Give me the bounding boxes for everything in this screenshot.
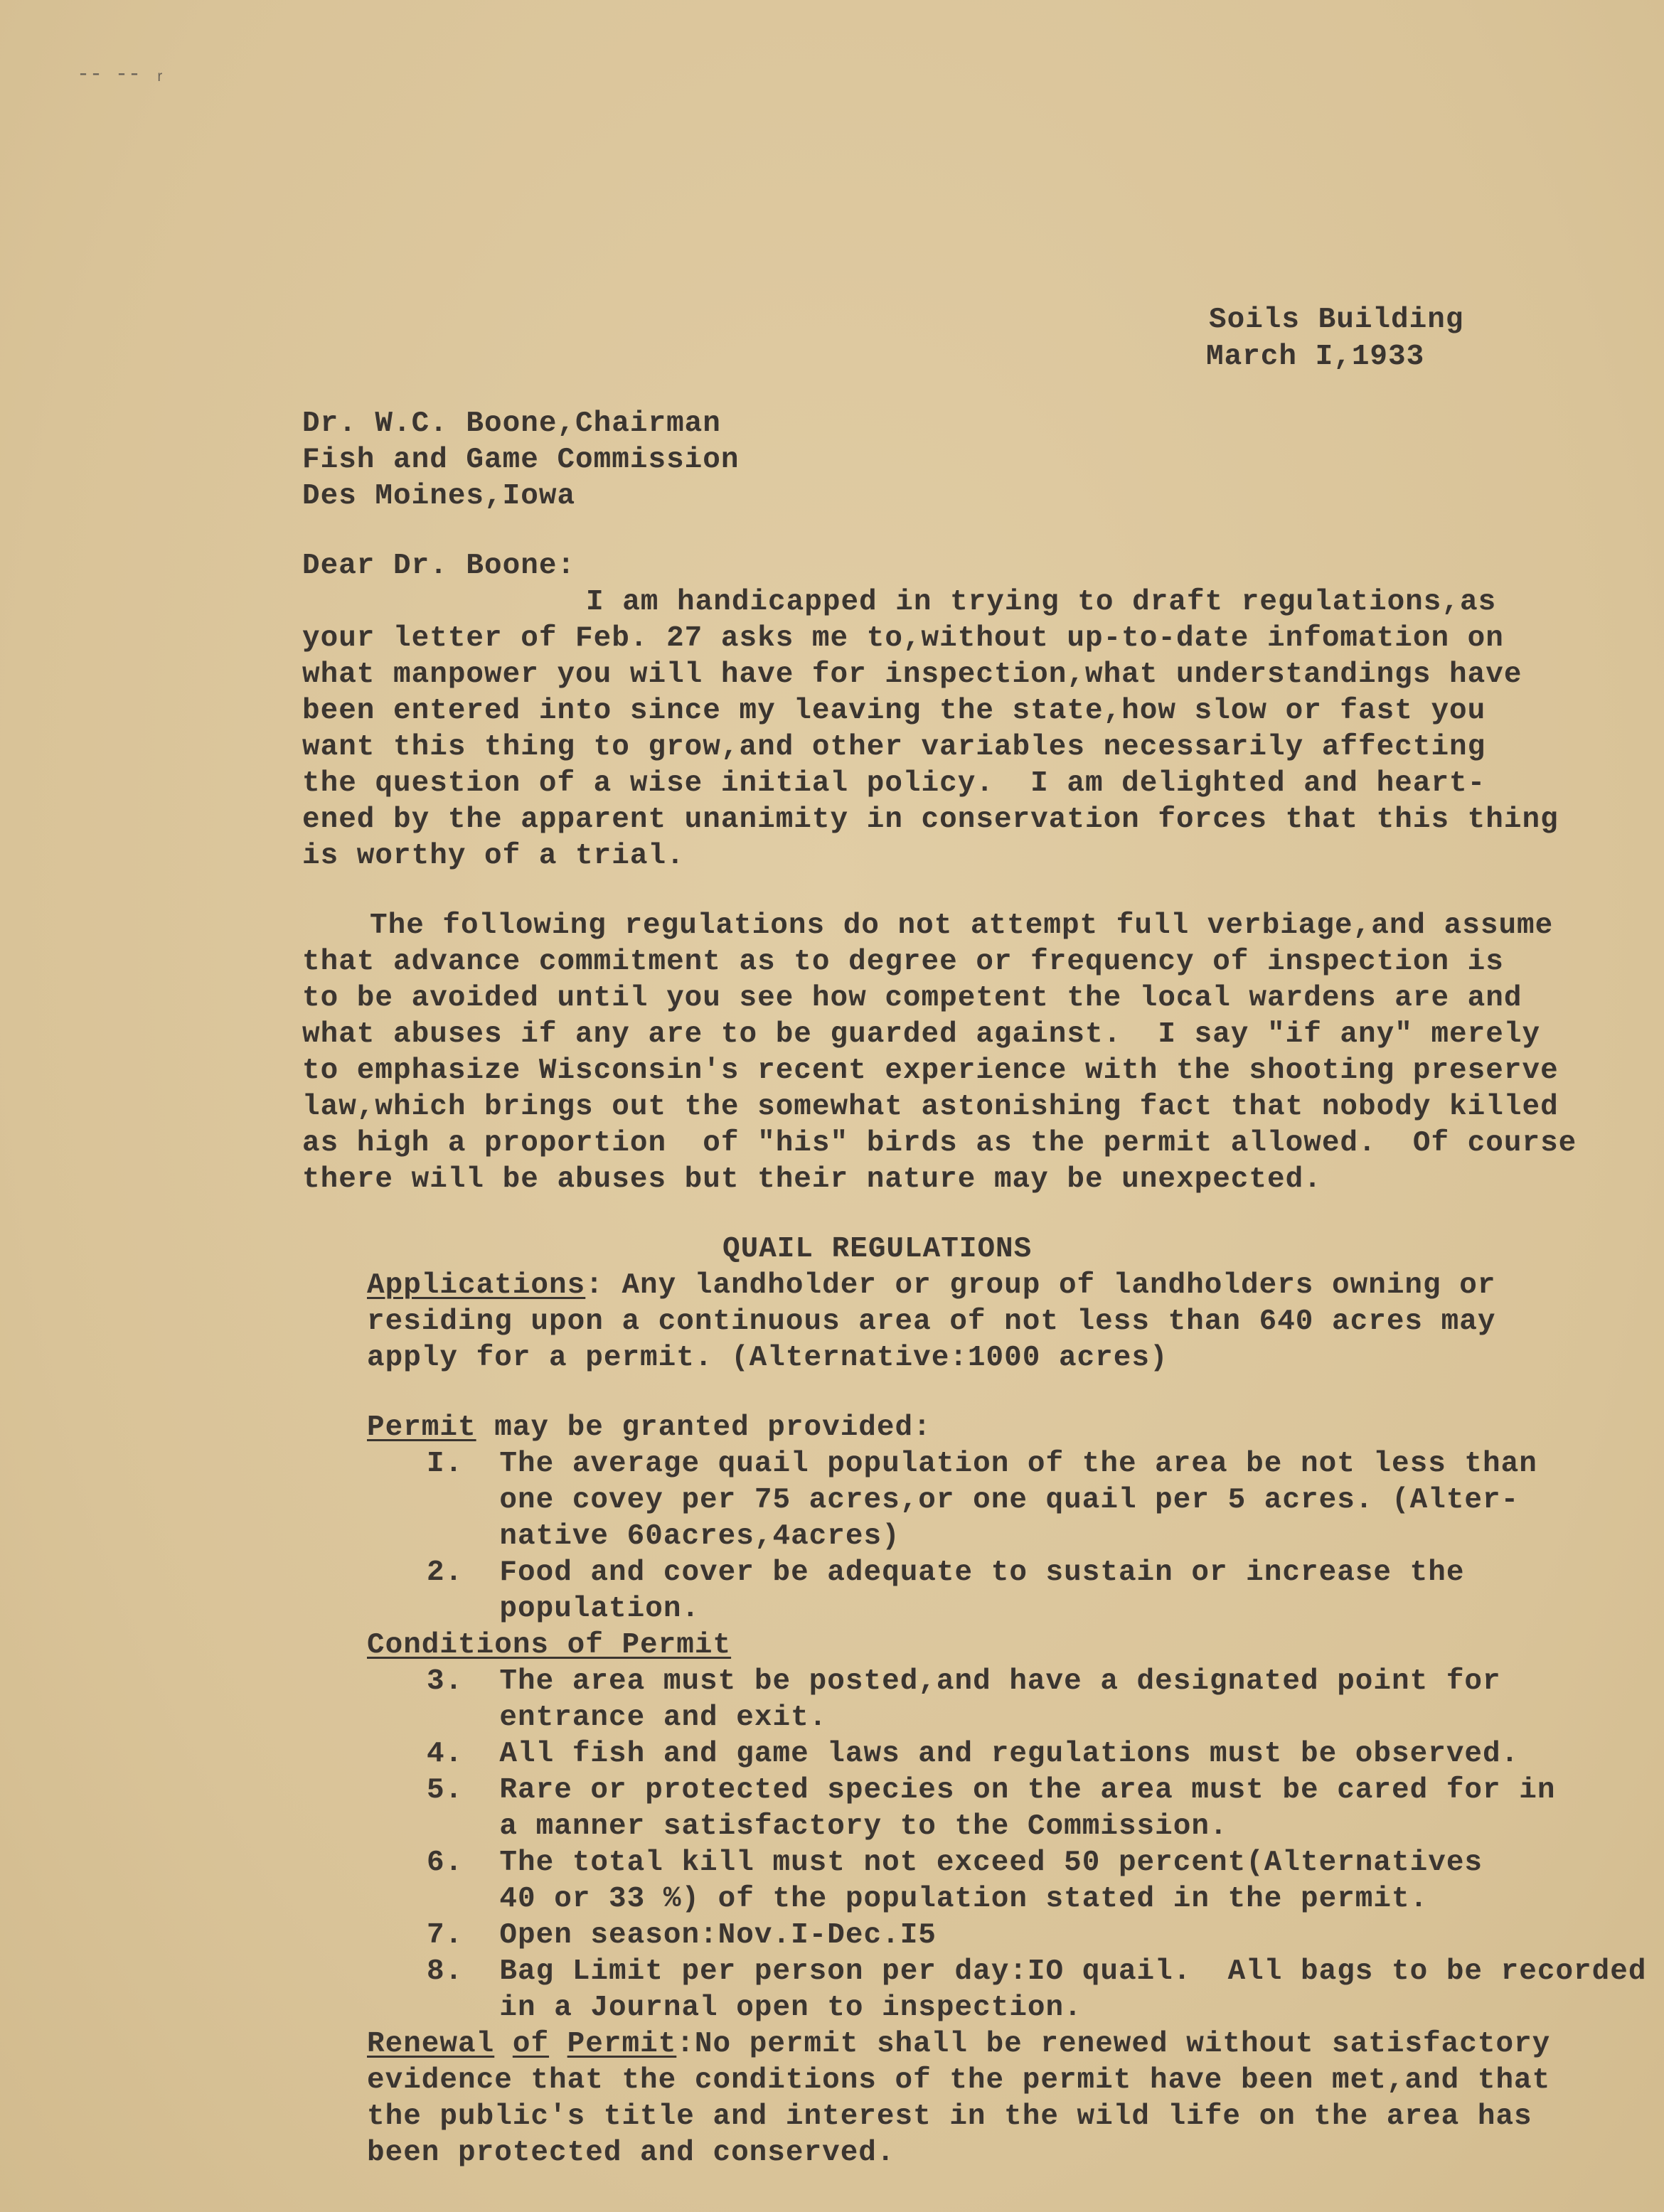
condition-item: a manner satisfactory to the Commission. bbox=[427, 1810, 1228, 1843]
applications-line: residing upon a continuous area of not less than 640 acres may bbox=[367, 1305, 1496, 1338]
conditions-heading-line bbox=[367, 1628, 731, 1663]
applications-line: apply for a permit. (Alternative:1000 acres) bbox=[367, 1342, 1168, 1374]
renewal-line: Renewal of Permit:No permit shall be renewed without satisfactory bbox=[367, 2028, 1551, 2061]
recipient-name: Dr. W.C. Boone,Chairman bbox=[302, 407, 721, 440]
applications-heading: Applications bbox=[367, 1269, 586, 1302]
condition-item: 7. Open season:Nov.I-Dec.I5 bbox=[427, 1919, 937, 1952]
condition-item: 8. Bag Limit per person per day:IO quail. All bags to be recorded bbox=[427, 1955, 1647, 1988]
permit-item: 2. Food and cover be adequate to sustain or increase the bbox=[427, 1556, 1465, 1589]
sender-address: Soils Building bbox=[1209, 304, 1464, 336]
regulations-title: QUAIL REGULATIONS bbox=[722, 1233, 1033, 1266]
para2-line: what abuses if any are to be guarded against. I say "if any" merely bbox=[302, 1018, 1541, 1051]
para2-line: law,which brings out the somewhat astonishing fact that nobody killed bbox=[302, 1091, 1559, 1123]
permit-line: Permit may be granted provided: bbox=[367, 1411, 932, 1444]
para2-line: to be avoided until you see how competent the local wardens are and bbox=[302, 982, 1522, 1015]
condition-item: 4. All fish and game laws and regulations must be observed. bbox=[427, 1738, 1520, 1770]
para1-line: want this thing to grow,and other variables necessarily affecting bbox=[302, 731, 1486, 764]
applications-line: Applications: Any landholder or group of landholders owning or bbox=[367, 1269, 1496, 1302]
para1-line: been entered into since my leaving the state,how slow or fast you bbox=[302, 695, 1486, 727]
recipient-city: Des Moines,Iowa bbox=[302, 480, 576, 513]
para1-line: ened by the apparent unanimity in conservation forces that this thing bbox=[302, 803, 1559, 836]
para2-line: to emphasize Wisconsin's recent experience with the shooting preserve bbox=[302, 1054, 1559, 1087]
permit-heading: Permit bbox=[367, 1411, 476, 1444]
renewal-line: evidence that the conditions of the permit have been met,and that bbox=[367, 2064, 1551, 2097]
corner-mark: -- -- ᵣ bbox=[77, 63, 167, 87]
letter-date: March I,1933 bbox=[1206, 341, 1425, 373]
para1-line: your letter of Feb. 27 asks me to,without up-to-date infomation on bbox=[302, 622, 1504, 655]
condition-item: 3. The area must be posted,and have a designated point for bbox=[427, 1665, 1501, 1698]
para1-line: is worthy of a trial. bbox=[302, 840, 685, 872]
permit-item: population. bbox=[427, 1593, 700, 1625]
conditions-heading: Conditions of Permit bbox=[367, 1629, 732, 1662]
para1-line: what manpower you will have for inspection,what understandings have bbox=[302, 658, 1522, 691]
salutation: Dear Dr. Boone: bbox=[302, 550, 576, 582]
condition-item: entrance and exit. bbox=[427, 1701, 828, 1734]
para2-line: that advance commitment as to degree or frequency of inspection is bbox=[302, 946, 1504, 978]
para2-line: The following regulations do not attempt full verbiage,and assume bbox=[370, 909, 1554, 942]
para2-line: there will be abuses but their nature may be unexpected. bbox=[302, 1163, 1322, 1196]
permit-item: I. The average quail population of the area be not less than bbox=[427, 1448, 1537, 1480]
permit-item: one covey per 75 acres,or one quail per 5 acres. (Alter- bbox=[427, 1484, 1520, 1517]
para1-line: I am handicapped in trying to draft regulations,as bbox=[586, 586, 1497, 619]
renewal-heading: Renewal bbox=[367, 2028, 495, 2061]
condition-item: in a Journal open to inspection. bbox=[427, 1992, 1082, 2024]
recipient-org: Fish and Game Commission bbox=[302, 444, 740, 476]
permit-item: native 60acres,4acres) bbox=[427, 1520, 900, 1553]
para1-line: the question of a wise initial policy. I am delighted and heart- bbox=[302, 767, 1486, 800]
para2-line: as high a proportion of "his" birds as the permit allowed. Of course bbox=[302, 1127, 1577, 1160]
renewal-line: been protected and conserved. bbox=[367, 2137, 895, 2169]
condition-item: 6. The total kill must not exceed 50 percent(Alternatives bbox=[427, 1847, 1483, 1879]
condition-item: 5. Rare or protected species on the area must be cared for in bbox=[427, 1774, 1556, 1807]
condition-item: 40 or 33 %) of the population stated in the permit. bbox=[427, 1883, 1429, 1916]
renewal-line: the public's title and interest in the wild life on the area has bbox=[367, 2100, 1532, 2133]
